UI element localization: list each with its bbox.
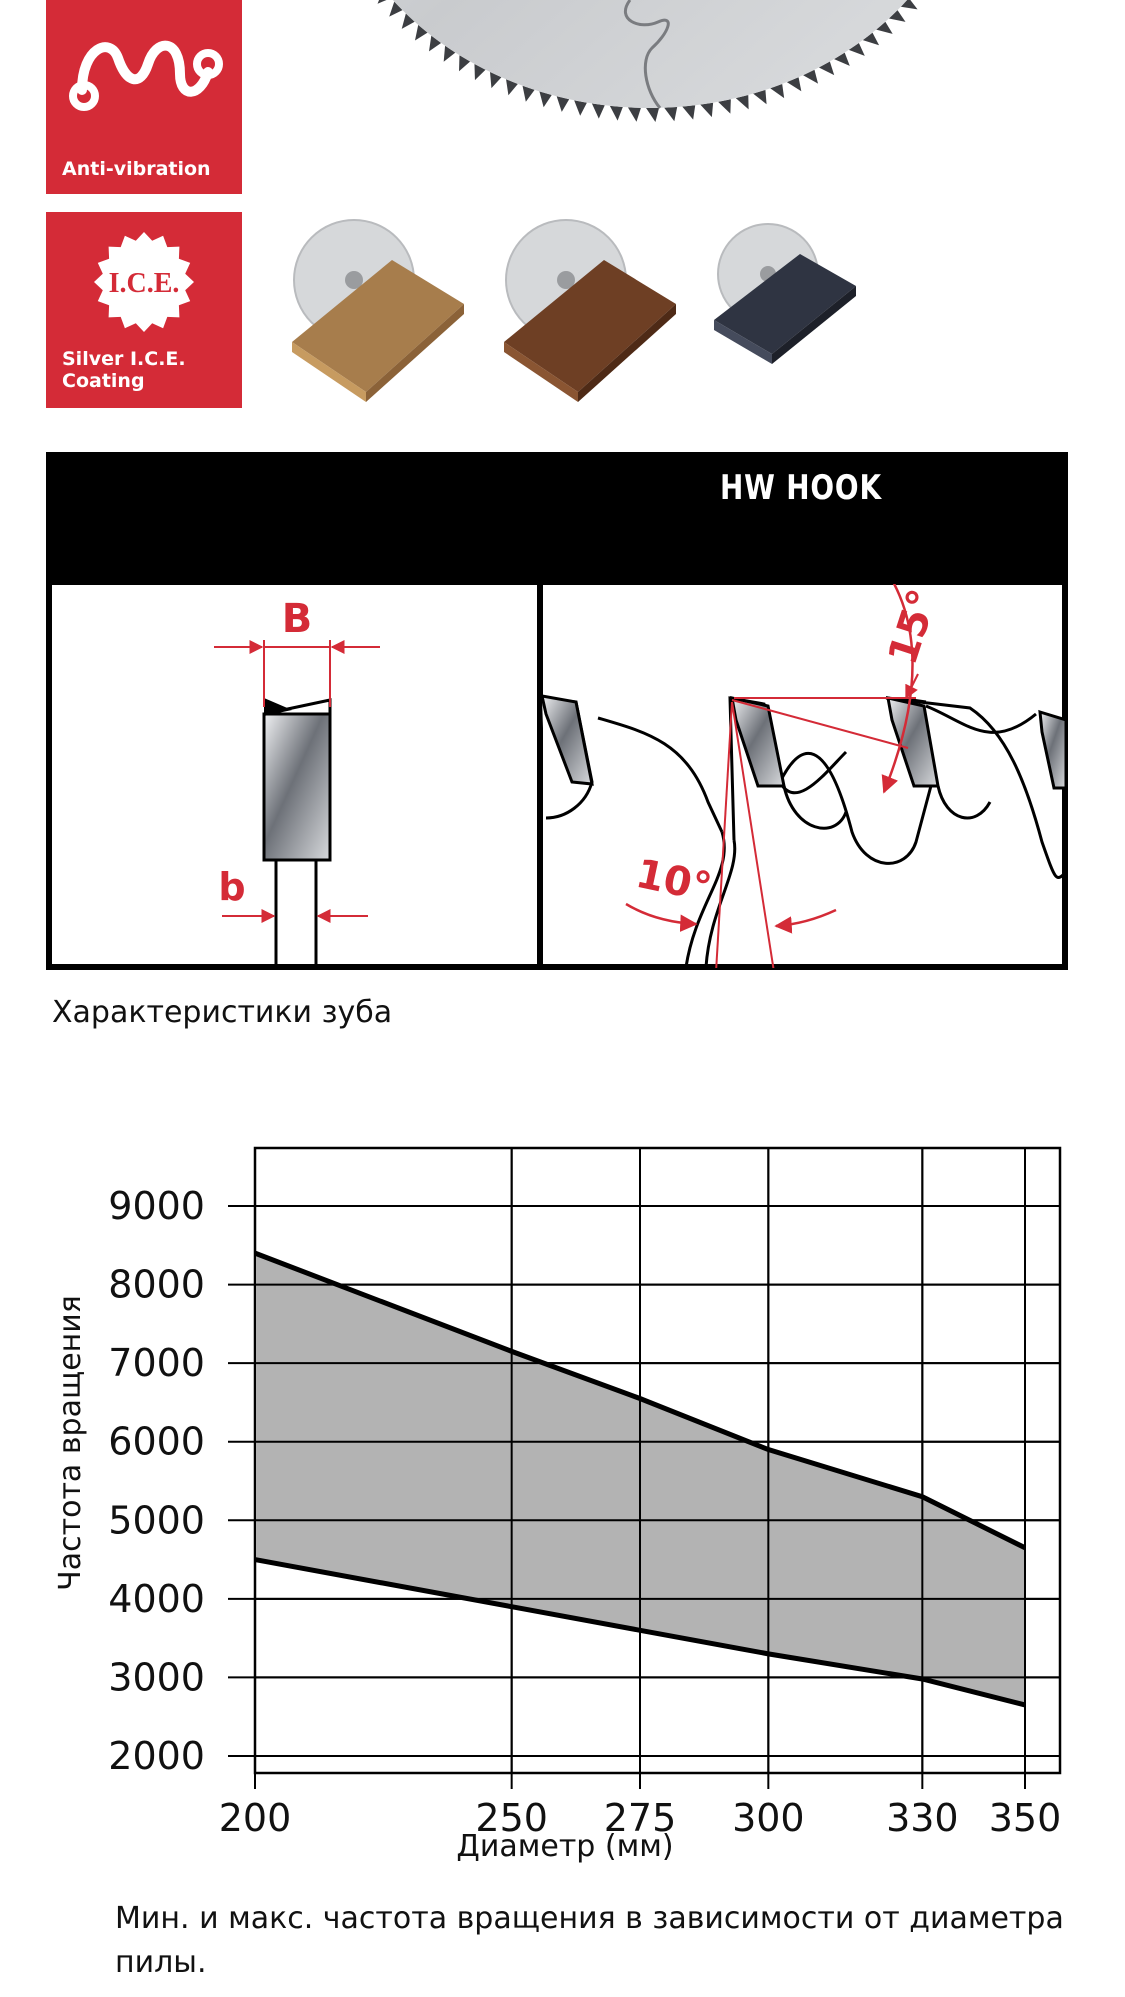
x-tick-label: 300 [732,1796,805,1840]
y-tick-label: 5000 [108,1498,205,1543]
wave-loop-icon [68,28,228,118]
x-tick-label: 350 [988,1796,1062,1840]
x-tick-label: 250 [475,1796,548,1840]
ice-label-line1: Silver I.C.E. [62,348,186,370]
y-tick-label: 2000 [108,1734,205,1778]
y-axis-label: Частота вращения [53,1295,88,1591]
chart-note: Мин. и макс. частота вращения в зависимости от диаметра пилы. [115,1901,1064,1980]
x-tick-label: 200 [218,1796,292,1840]
y-tick-label: 4000 [108,1576,205,1621]
x-tick-label: 330 [886,1796,959,1840]
dark-wood-icon [494,212,679,408]
anti-vibration-badge [46,0,242,194]
clearance-angle-label: 10° [631,850,716,912]
ice-label-line2: Coating [62,370,145,392]
hook-angle-label: 15° [879,583,947,671]
y-tick-label: 7000 [108,1341,205,1386]
dark-panel-icon [710,212,860,372]
y-tick-label: 3000 [108,1655,205,1700]
anti-vibration-label: Anti-vibration [62,158,211,180]
dimension-B-label: B [281,596,313,642]
rpm-diameter-chart [0,1110,1125,1890]
y-tick-label: 8000 [108,1262,205,1307]
tooth-geometry-diagram [46,452,1068,970]
x-tick-label: 275 [603,1796,677,1840]
ice-coating-badge [46,212,242,408]
dimension-b-label: b [218,865,246,909]
ice-logo-text: I.C.E. [108,268,180,299]
ice-seal-icon [92,230,196,334]
y-tick-label: 6000 [108,1419,205,1464]
tooth-type-title: HW HOOK [720,468,882,508]
light-wood-icon [282,212,467,408]
y-tick-label: 9000 [108,1184,205,1228]
tooth-caption: Характеристики зуба [52,995,393,1030]
x-axis-label: Диаметр (мм) [456,1829,674,1864]
